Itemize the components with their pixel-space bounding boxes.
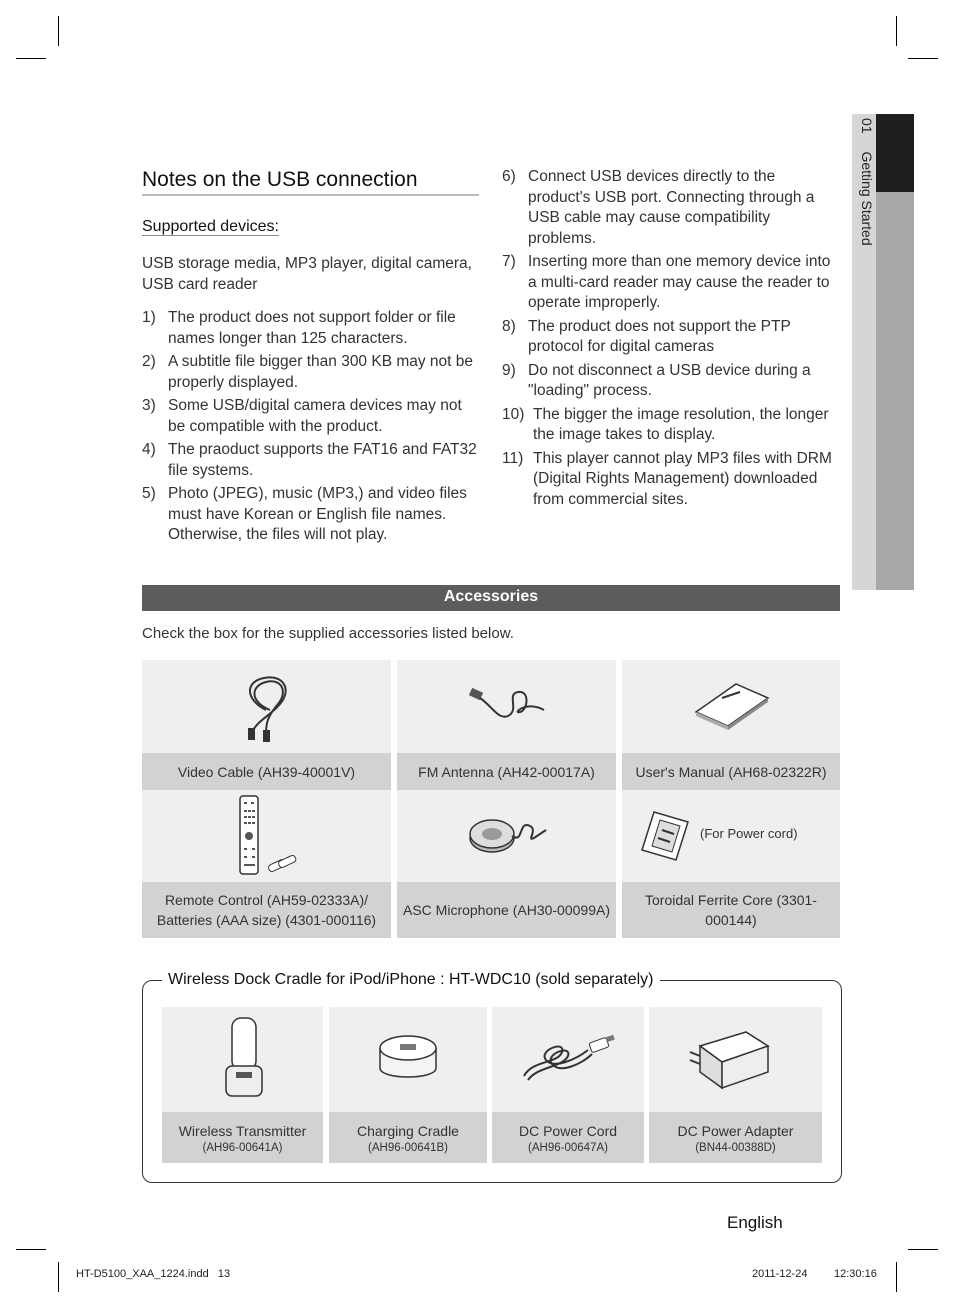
remote-control-icon: [236, 794, 300, 878]
print-file-name: HT-D5100_XAA_1224.indd 13: [76, 1268, 231, 1280]
accessories-heading: Accessories: [142, 585, 840, 611]
usb-notes-list-left: [142, 308, 482, 549]
list-item: 8) The product does not support the PTP protocol for digital cameras: [502, 317, 791, 355]
crop-mark: [58, 16, 59, 46]
list-item: 9) Do not disconnect a USB device during a "loading" process.: [502, 361, 811, 399]
list-item: 7) Inserting more than one memory device into a multi-card reader may cause the reader to operate improperly.: [502, 253, 831, 311]
video-cable-icon: [236, 670, 300, 742]
crop-mark: [908, 58, 938, 59]
supported-devices-text: USB storage media, MP3 player, digital camera, USB card reader: [142, 255, 472, 293]
manual-icon: [692, 680, 772, 730]
ferrite-core-icon: [640, 808, 692, 864]
ferrite-core-note: (For Power cord): [700, 826, 798, 841]
page-language: English: [727, 1213, 783, 1232]
charging-cradle-icon: [376, 1030, 440, 1086]
wireless-caption: DC Power Adapter (BN44-00388D): [649, 1112, 822, 1163]
chapter-title: Getting Started: [859, 151, 875, 246]
list-item: 6) Connect USB devices directly to the product's USB port. Connecting through a USB cable may cause compatibility problems.: [502, 168, 815, 247]
crop-mark: [58, 1262, 59, 1292]
list-item: 1) The product does not support folder or file names longer than 125 characters.: [142, 309, 456, 347]
wireless-dock-title: Wireless Dock Cradle for iPod/iPhone : HT-WDC10 (sold separately): [162, 971, 660, 989]
list-item: 4) The praoduct supports the FAT16 and FAT32 file systems.: [142, 441, 477, 479]
accessory-caption: Toroidal Ferrite Core (3301-000144): [622, 882, 840, 938]
accessory-caption: Video Cable (AH39-40001V): [142, 753, 391, 790]
wireless-caption: Charging Cradle (AH96-00641B): [329, 1112, 487, 1163]
accessories-note: Check the box for the supplied accessories listed below.: [142, 625, 514, 642]
list-item: 2) A subtitle file bigger than 300 KB may not be properly displayed.: [142, 353, 474, 391]
section-title: Notes on the USB connection: [142, 168, 418, 191]
microphone-icon: [468, 808, 550, 860]
usb-notes-list-right: [502, 167, 832, 513]
list-item: 5) Photo (JPEG), music (MP3,) and video files must have Korean or English file names. Otherwise, the files will not play.: [142, 485, 467, 543]
supported-devices-heading: Supported devices:: [142, 218, 279, 235]
wireless-caption: DC Power Cord (AH96-00647A): [492, 1112, 644, 1163]
fm-antenna-icon: [468, 680, 548, 728]
crop-mark: [896, 1262, 897, 1292]
list-item: 3) Some USB/digital camera devices may not be compatible with the product.: [142, 397, 462, 435]
title-rule: [142, 194, 479, 196]
accessory-caption: ASC Microphone (AH30-00099A): [397, 882, 616, 938]
accessory-caption: FM Antenna (AH42-00017A): [397, 753, 616, 790]
chapter-number: 01: [859, 118, 875, 134]
crop-mark: [16, 58, 46, 59]
wireless-transmitter-icon: [222, 1016, 266, 1100]
crop-mark: [16, 1249, 46, 1250]
accessory-caption: Remote Control (AH59-02333A)/ Batteries (AAA size) (4301-000116): [142, 882, 391, 938]
print-date: 2011-12-24: [752, 1268, 808, 1280]
list-item: 11) This player cannot play MP3 files with DRM (Digital Rights Management) downloaded from commercial sites.: [502, 449, 832, 508]
side-tab-label: [853, 118, 875, 246]
crop-mark: [896, 16, 897, 46]
wireless-caption: Wireless Transmitter (AH96-00641A): [162, 1112, 323, 1163]
dc-power-adapter-icon: [686, 1026, 776, 1090]
accessory-caption: User's Manual (AH68-02322R): [622, 753, 840, 790]
crop-mark: [908, 1249, 938, 1250]
list-item: 10) The bigger the image resolution, the longer the image takes to display.: [502, 405, 829, 443]
dc-power-cord-icon: [518, 1030, 618, 1086]
print-time: 12:30:16: [834, 1268, 877, 1280]
